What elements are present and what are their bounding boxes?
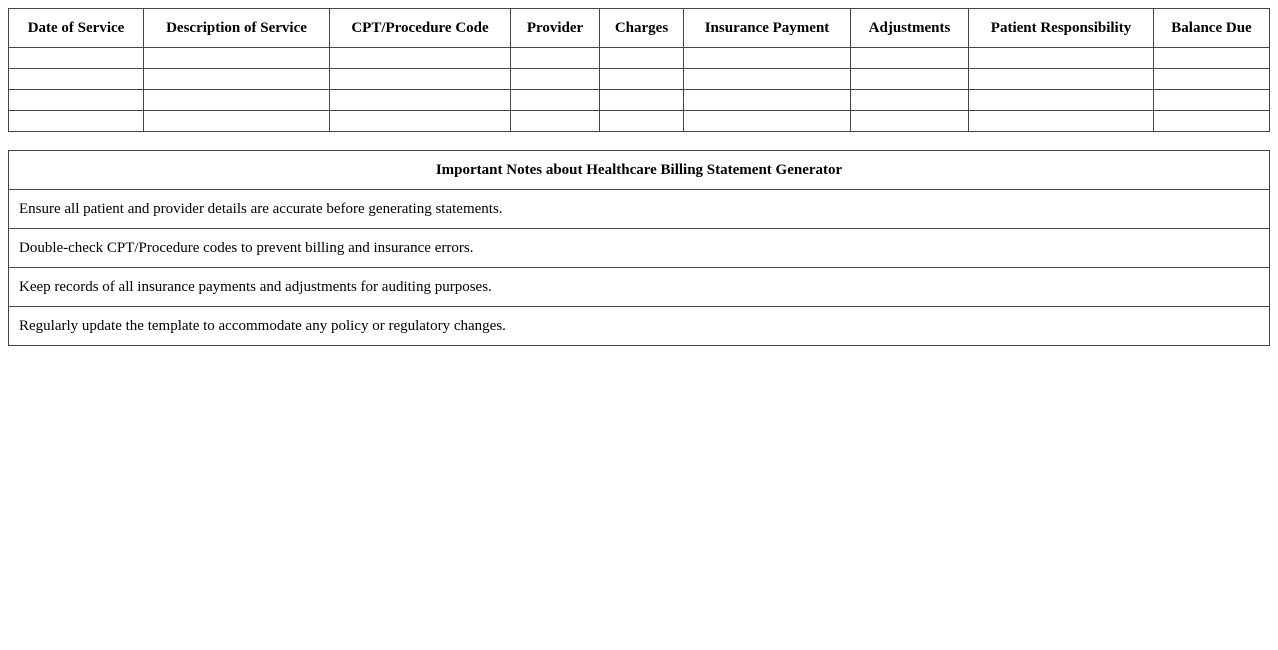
billing-header-row (9, 9, 1270, 48)
cell-description-of-service[interactable] (144, 111, 330, 132)
header-provider: Provider (511, 9, 600, 48)
note-item: Ensure all patient and provider details are accurate before generating statements. (9, 190, 1270, 229)
cell-date-of-service[interactable] (9, 90, 144, 111)
header-date-of-service: Date of Service (9, 9, 144, 48)
header-balance-due: Balance Due (1154, 9, 1270, 48)
cell-date-of-service[interactable] (9, 69, 144, 90)
cell-cpt-procedure-code[interactable] (330, 48, 511, 69)
header-charges: Charges (600, 9, 684, 48)
table-row (9, 90, 1270, 111)
cell-provider[interactable] (511, 111, 600, 132)
cell-charges[interactable] (600, 111, 684, 132)
notes-header-row (9, 151, 1270, 190)
header-description-of-service: Description of Service (144, 9, 330, 48)
cell-insurance-payment[interactable] (684, 90, 851, 111)
cell-balance-due[interactable] (1154, 111, 1270, 132)
cell-provider[interactable] (511, 48, 600, 69)
billing-statement-table (8, 8, 1270, 132)
cell-balance-due[interactable] (1154, 69, 1270, 90)
table-row (9, 48, 1270, 69)
header-patient-responsibility: Patient Responsibility (969, 9, 1154, 48)
note-row (9, 268, 1270, 307)
cell-insurance-payment[interactable] (684, 69, 851, 90)
cell-patient-responsibility[interactable] (969, 48, 1154, 69)
cell-provider[interactable] (511, 90, 600, 111)
note-item: Keep records of all insurance payments and adjustments for auditing purposes. (9, 268, 1270, 307)
cell-insurance-payment[interactable] (684, 111, 851, 132)
cell-adjustments[interactable] (851, 69, 969, 90)
cell-insurance-payment[interactable] (684, 48, 851, 69)
header-insurance-payment: Insurance Payment (684, 9, 851, 48)
cell-adjustments[interactable] (851, 48, 969, 69)
notes-title: Important Notes about Healthcare Billing Statement Generator (9, 151, 1270, 190)
cell-provider[interactable] (511, 69, 600, 90)
cell-patient-responsibility[interactable] (969, 69, 1154, 90)
note-item: Double-check CPT/Procedure codes to prevent billing and insurance errors. (9, 229, 1270, 268)
header-cpt-procedure-code: CPT/Procedure Code (330, 9, 511, 48)
cell-cpt-procedure-code[interactable] (330, 69, 511, 90)
table-row (9, 69, 1270, 90)
note-row (9, 307, 1270, 346)
cell-description-of-service[interactable] (144, 69, 330, 90)
note-row (9, 229, 1270, 268)
note-item: Regularly update the template to accommodate any policy or regulatory changes. (9, 307, 1270, 346)
cell-patient-responsibility[interactable] (969, 111, 1154, 132)
cell-balance-due[interactable] (1154, 48, 1270, 69)
cell-adjustments[interactable] (851, 90, 969, 111)
table-row (9, 111, 1270, 132)
cell-description-of-service[interactable] (144, 48, 330, 69)
cell-date-of-service[interactable] (9, 111, 144, 132)
cell-cpt-procedure-code[interactable] (330, 90, 511, 111)
cell-charges[interactable] (600, 90, 684, 111)
cell-date-of-service[interactable] (9, 48, 144, 69)
cell-description-of-service[interactable] (144, 90, 330, 111)
important-notes-table (8, 150, 1270, 346)
cell-charges[interactable] (600, 48, 684, 69)
cell-patient-responsibility[interactable] (969, 90, 1154, 111)
cell-charges[interactable] (600, 69, 684, 90)
cell-cpt-procedure-code[interactable] (330, 111, 511, 132)
cell-balance-due[interactable] (1154, 90, 1270, 111)
note-row (9, 190, 1270, 229)
cell-adjustments[interactable] (851, 111, 969, 132)
header-adjustments: Adjustments (851, 9, 969, 48)
